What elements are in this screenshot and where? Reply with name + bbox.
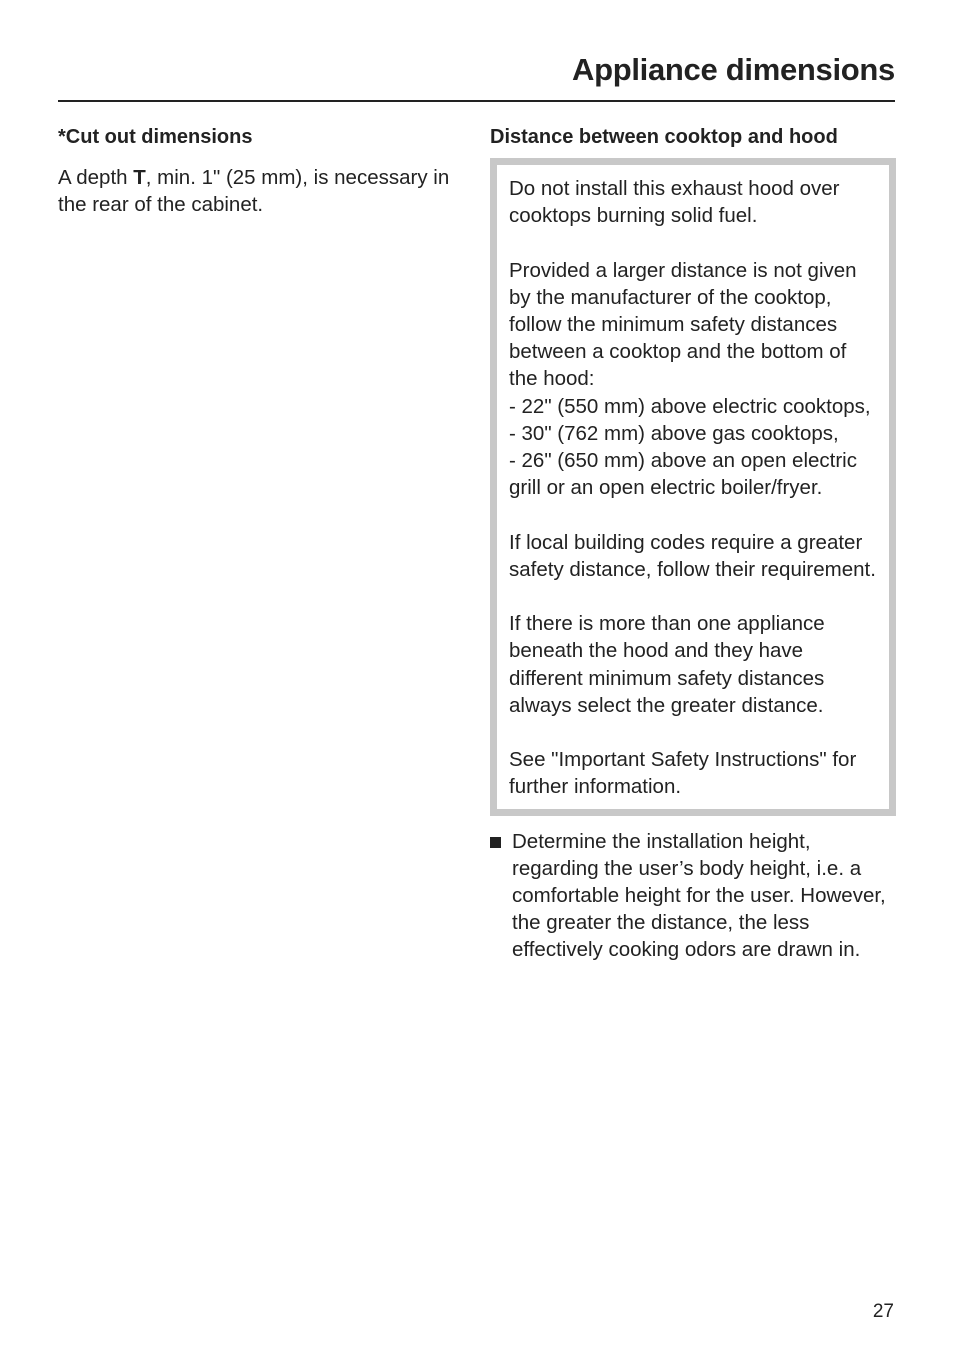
left-column <box>58 122 458 218</box>
cutout-text-start: A depth <box>58 166 134 189</box>
solid-fuel-warning: Do not install this exhaust hood over cooktops burning solid fuel. <box>509 177 840 228</box>
multiple-appliances-paragraph: If there is more than one appliance beneath the hood and they have different minimum safety distances always select the greater distance. <box>509 612 825 717</box>
depth-label-t: T <box>133 166 146 189</box>
safety-warning-box <box>490 158 896 816</box>
page-number: 27 <box>872 1301 894 1322</box>
title-divider <box>58 100 895 102</box>
page-title: Appliance dimensions <box>571 52 895 87</box>
distance-item-grill: - 26" (650 mm) above an open electric grill or an open electric boiler/fryer. <box>509 449 857 500</box>
minimum-distance-paragraph <box>509 257 878 502</box>
cutout-depth-text <box>58 164 458 218</box>
safety-instructions-reference: See "Important Safety Instructions" for further information. <box>509 748 857 799</box>
minimum-distance-intro: Provided a larger distance is not given by the manufacturer of the cooktop, follow the minimum safety distances between a cooktop and the bottom of the hood: <box>509 258 857 391</box>
installation-height-bullet <box>490 828 896 964</box>
cutout-text-end: , min. 1" (25 mm), is necessary in the rear of the cabinet. <box>58 166 450 217</box>
installation-height-text: Determine the installation height, regarding the user’s body height, i.e. a comfortable height for the user. However, the greater the distance, the less effectively cooking odors are drawn in. <box>512 829 886 962</box>
distance-item-electric: - 22" (550 mm) above electric cooktops, <box>509 394 871 418</box>
building-codes-paragraph: If local building codes require a greater safety distance, follow their requirement. <box>509 530 876 581</box>
cooktop-hood-distance-heading: Distance between cooktop and hood <box>490 126 838 148</box>
right-column <box>490 122 896 964</box>
distance-item-gas: - 30" (762 mm) above gas cooktops, <box>509 421 839 445</box>
cutout-dimensions-heading: *Cut out dimensions <box>58 126 253 148</box>
bullet-square-icon <box>490 837 501 848</box>
